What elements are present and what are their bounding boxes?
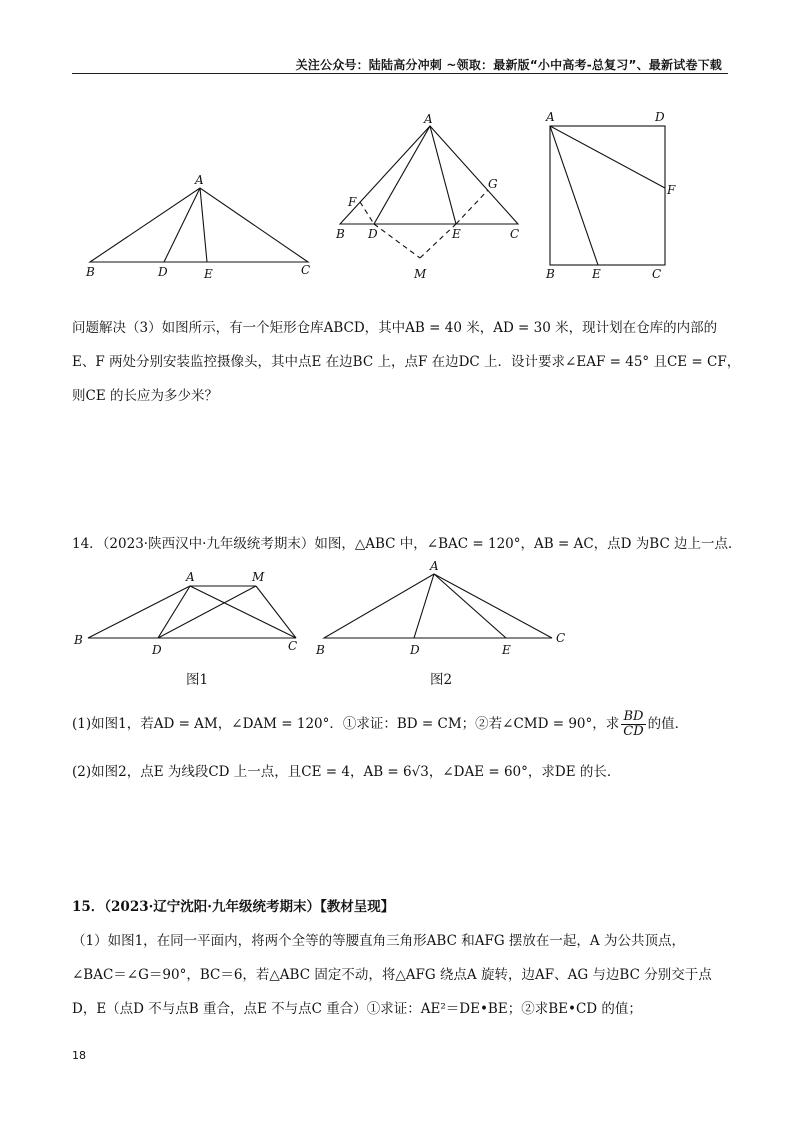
segment-ad	[374, 126, 430, 224]
page-header: 关注公众号：陆陆高分冲刺 ~领取：最新版“小中高考-总复习”、最新试卷下载	[295, 58, 722, 72]
label-f: F	[348, 195, 357, 209]
segment-ae	[200, 188, 207, 262]
problem13-line1: 问题解决（3）如图所示，有一个矩形仓库ABCD，其中AB = 40 米，AD = 30 米，现计划在仓库的内部的	[72, 320, 718, 336]
label-d: D	[368, 227, 378, 241]
label-d: D	[410, 643, 420, 657]
label-e: E	[502, 643, 511, 657]
label-g: G	[488, 177, 498, 191]
label-e: E	[452, 227, 461, 241]
problem14-figure1-caption: 图1	[186, 672, 209, 688]
problem15-line3: D，E（点D 不与点B 重合，点E 不与点C 重合）①求证：AE²＝DE•BE；②求BE•CD 的值；	[72, 1001, 642, 1017]
problem15-line2: ∠BAC＝∠G＝90°，BC＝6，若△ABC 固定不动，将△AFG 绕点A 旋转，边AF、AG 与边BC 分别交于点	[72, 967, 712, 983]
rectangle-abcd	[550, 126, 665, 265]
label-d: D	[158, 265, 168, 279]
segment-ad	[164, 188, 200, 262]
fraction-bd-cd	[621, 710, 645, 739]
label-b: B	[336, 227, 345, 241]
problem14-figure2-caption: 图2	[430, 672, 453, 688]
fraction-denominator: CD	[623, 724, 644, 739]
segment-ae	[434, 574, 506, 638]
problem13-line3: 则CE 的长应为多少米？	[72, 388, 218, 404]
triangle-abc	[340, 126, 518, 224]
figure-rectangle-warehouse	[540, 108, 680, 283]
segment-dm-dashed	[374, 224, 420, 258]
figure-triangle-fold	[330, 110, 530, 285]
page-number: 18	[72, 1049, 86, 1062]
label-c: C	[652, 267, 662, 281]
label-a: A	[430, 559, 439, 573]
segment-af	[550, 126, 665, 188]
problem14-question2: (2)如图2，点E 为线段CD 上一点，且CE = 4，AB = 6√3，∠DAE = 60°，求DE 的长．	[72, 764, 621, 780]
segment-me-dashed	[420, 224, 456, 258]
label-b: B	[86, 265, 95, 279]
figure-triangle-ade	[80, 170, 320, 285]
problem14-stem: 14．（2023·陕西汉中·九年级统考期末）如图，△ABC 中，∠BAC = 120°，AB = AC，点D 为BC 边上一点．	[72, 536, 742, 552]
label-a: A	[546, 110, 555, 124]
label-c: C	[301, 263, 311, 277]
label-a: A	[195, 173, 204, 187]
problem13-line2: E、F 两处分别安装监控摄像头，其中点E 在边BC 上，点F 在边DC 上．设计要求∠EAF = 45° 且CE = CF，	[72, 354, 741, 370]
question1-tail: 的值．	[647, 716, 689, 732]
segment-fd-dashed	[360, 202, 374, 224]
label-m: M	[414, 267, 427, 281]
label-a: A	[186, 570, 195, 584]
label-b: B	[546, 267, 555, 281]
label-e: E	[204, 267, 213, 281]
problem14-question1	[72, 708, 732, 740]
label-f: F	[667, 183, 676, 197]
triangle-abc	[90, 188, 308, 262]
label-d: D	[152, 643, 162, 657]
segment-ae	[550, 126, 598, 265]
label-d: D	[655, 110, 665, 124]
header-divider	[72, 73, 728, 74]
label-e: E	[592, 267, 601, 281]
label-m: M	[252, 570, 265, 584]
question1-text: (1)如图1，若AD = AM，∠DAM = 120°．①求证：BD = CM；②若∠CMD = 90°，求	[72, 716, 620, 732]
problem15-title: 15．（2023·辽宁沈阳·九年级统考期末）【教材呈现】	[72, 899, 395, 915]
segment-mc	[256, 586, 296, 638]
triangle-abc	[324, 574, 552, 638]
label-a: A	[424, 112, 433, 126]
label-b: B	[316, 643, 325, 657]
label-c: C	[510, 227, 520, 241]
fraction-numerator: BD	[621, 710, 645, 725]
label-c: C	[556, 631, 566, 645]
problem14-figure1	[70, 566, 310, 666]
problem14-figure2	[310, 556, 580, 661]
label-b: B	[74, 633, 83, 647]
segment-eg-dashed	[456, 190, 488, 224]
label-c: C	[288, 639, 298, 653]
triangle-abc	[88, 586, 296, 638]
problem15-line1: （1）如图1，在同一平面内，将两个全等的等腰直角三角形ABC 和AFG 摆放在一起，A 为公共顶点，	[72, 933, 685, 949]
